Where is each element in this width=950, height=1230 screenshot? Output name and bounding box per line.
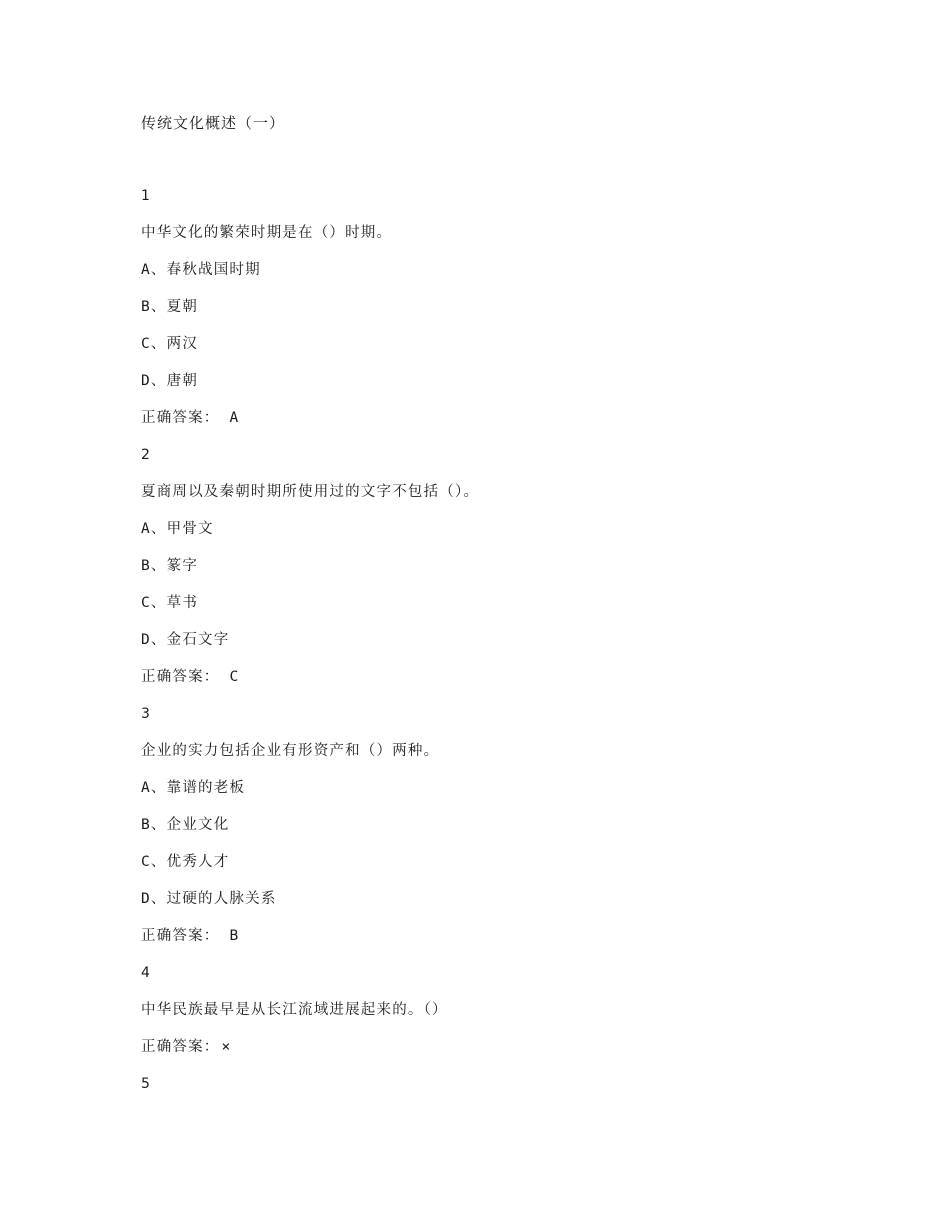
option-b: B、企业文化 (141, 817, 230, 833)
answer-value: A (229, 410, 240, 426)
answer-label: 正确答案： (141, 1039, 220, 1055)
answer-label: 正确答案： (141, 669, 220, 685)
answer-label: 正确答案： (141, 410, 220, 426)
question-5 (141, 1073, 901, 1110)
question-stem: 企业的实力包括企业有形资产和（）两种。 (141, 743, 440, 759)
question-2 (141, 444, 901, 703)
question-number: 3 (141, 706, 150, 722)
question-3 (141, 703, 901, 962)
option-b: B、夏朝 (141, 299, 199, 315)
correct-answer (141, 666, 901, 703)
answer-value: B (229, 928, 240, 944)
option-c: C、两汉 (141, 336, 199, 352)
question-number: 1 (141, 188, 150, 204)
option-a: A、甲骨文 (141, 521, 214, 537)
option-b: B、篆字 (141, 558, 199, 574)
question-number: 2 (141, 447, 150, 463)
question-number: 4 (141, 965, 150, 981)
option-a: A、春秋战国时期 (141, 262, 261, 278)
question-stem: 中华民族最早是从长江流域进展起来的。（） (141, 1002, 448, 1018)
question-1 (141, 185, 901, 444)
correct-answer (141, 1036, 901, 1073)
option-a: A、靠谱的老板 (141, 780, 246, 796)
option-c: C、草书 (141, 595, 199, 611)
correct-answer (141, 407, 901, 444)
answer-label: 正确答案： (141, 928, 220, 944)
document-title: 传统文化概述（一） (141, 114, 286, 132)
option-d: D、金石文字 (141, 632, 230, 648)
question-stem: 中华文化的繁荣时期是在（）时期。 (141, 225, 393, 241)
option-c: C、优秀人才 (141, 854, 230, 870)
option-d: D、过硬的人脉关系 (141, 891, 277, 907)
question-list (141, 185, 901, 1110)
correct-answer (141, 925, 901, 962)
option-d: D、唐朝 (141, 373, 199, 389)
question-number: 5 (141, 1076, 150, 1092)
question-4 (141, 962, 901, 1073)
question-stem: 夏商周以及秦朝时期所使用过的文字不包括（）。 (141, 484, 480, 500)
answer-value: × (221, 1039, 232, 1055)
answer-value: C (229, 669, 240, 685)
